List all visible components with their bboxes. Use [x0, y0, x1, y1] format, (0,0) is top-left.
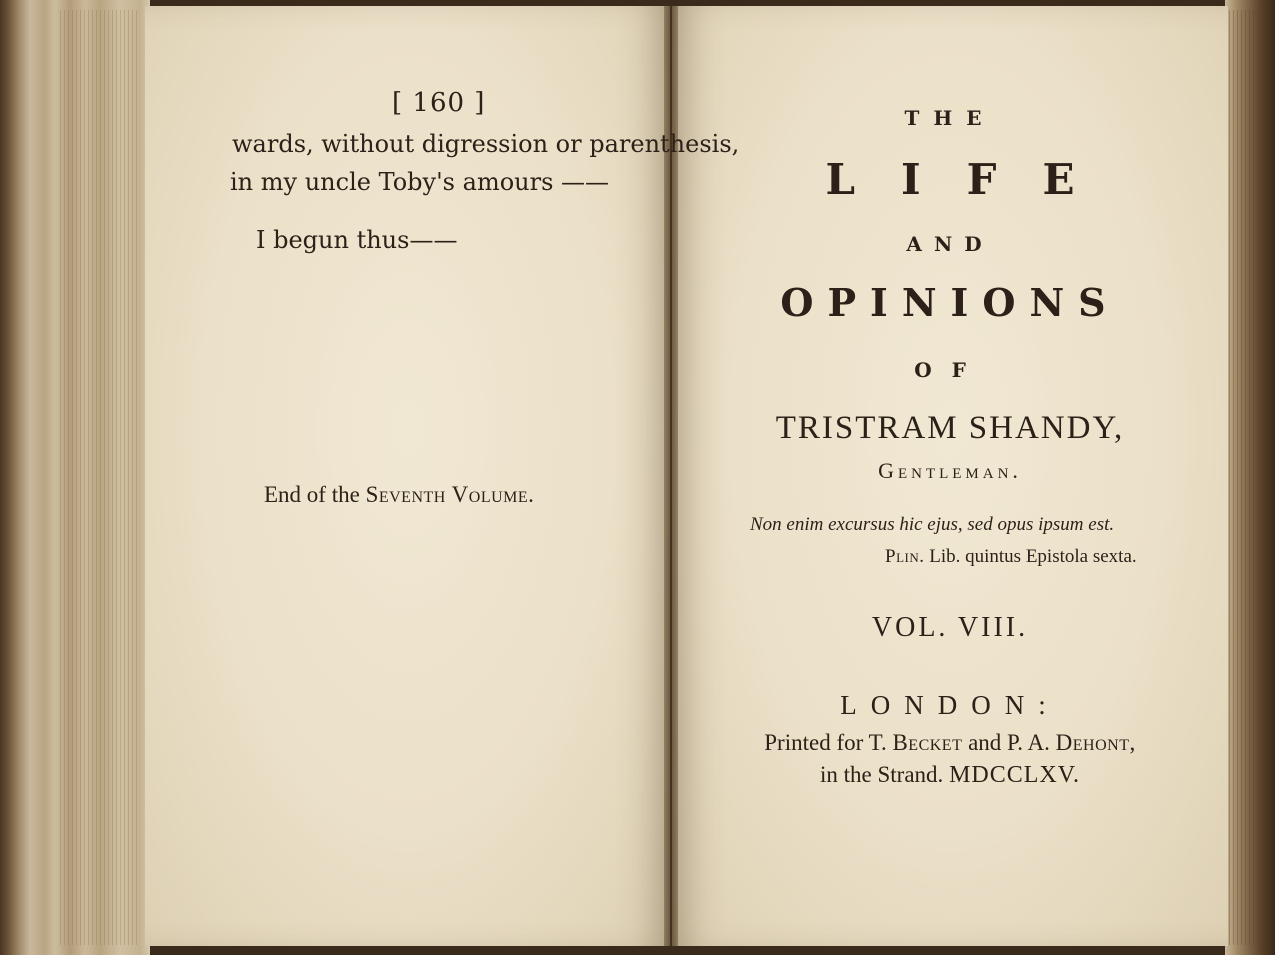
printer-becket: Becket — [892, 730, 963, 755]
printer-dehont: Dehont, — [1055, 730, 1136, 755]
title-the: THE — [904, 106, 996, 130]
citation-author: Plin. — [885, 546, 925, 567]
title-life: LIFE — [825, 155, 1121, 204]
text-line: wards, without digression or parenthesis, — [232, 130, 740, 158]
imprint-city: LONDON: — [840, 690, 1060, 720]
citation-rest: Lib. quintus Epistola sexta. — [929, 546, 1137, 567]
imprint-location: in the Strand. — [820, 762, 944, 787]
book-left-edge — [0, 0, 150, 955]
end-note-volume: Seventh Volume. — [365, 482, 535, 507]
title-name: TRISTRAM SHANDY, — [775, 410, 1125, 446]
end-of-volume-note — [264, 482, 534, 508]
book-right-edge — [1225, 0, 1275, 955]
imprint-printers — [672, 730, 1228, 756]
printed-prefix: Printed for T. — [764, 730, 887, 755]
end-note-prefix: End of the — [264, 482, 360, 507]
imprint-year: MDCCLXV. — [949, 762, 1080, 788]
motto-citation — [885, 546, 1137, 568]
title-and: AND — [906, 232, 994, 256]
text-line: in my uncle Toby's amours —— — [230, 168, 610, 196]
text-line: I begun thus—— — [256, 226, 458, 254]
title-gentleman: Gentleman. — [878, 458, 1022, 483]
latin-motto: Non enim excursus hic ejus, sed opus ipsum est. — [750, 514, 1115, 535]
printed-mid: and P. A. — [968, 730, 1050, 755]
volume-number: VOL. VIII. — [871, 612, 1029, 643]
imprint-location-year — [672, 762, 1228, 789]
title-opinions: OPINIONS — [780, 280, 1120, 325]
page-number: [ 160 ] — [392, 88, 486, 118]
title-of: OF — [914, 358, 986, 382]
